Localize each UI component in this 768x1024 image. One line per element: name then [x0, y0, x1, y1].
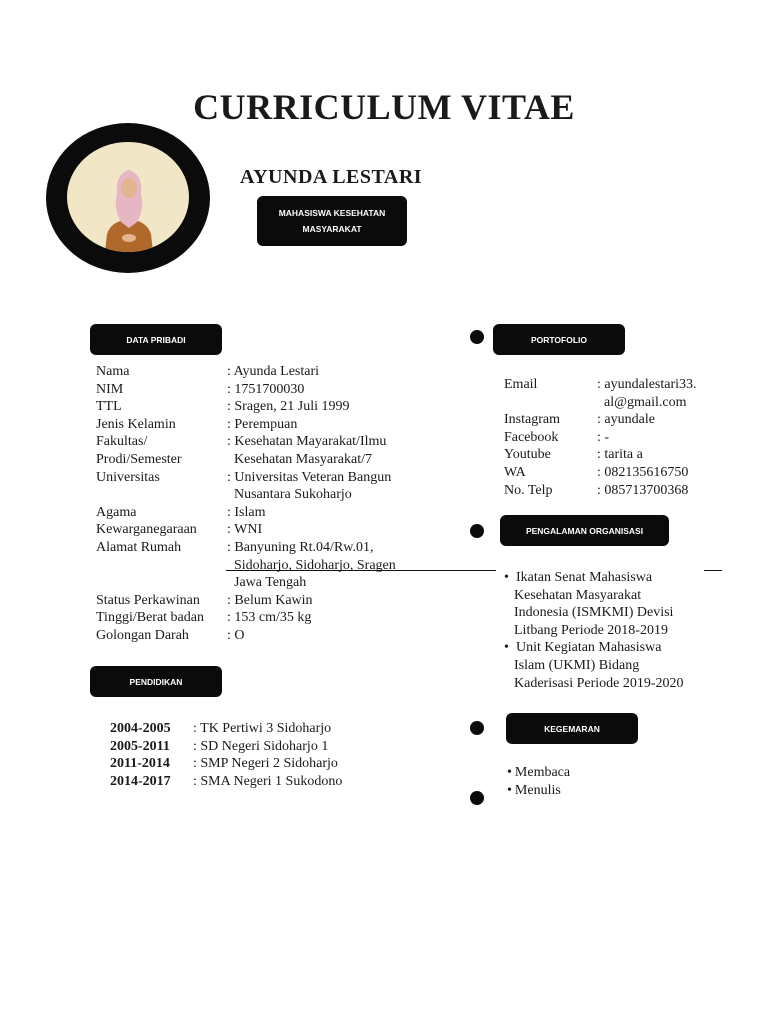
field-label: Status Perkawinan — [96, 592, 200, 608]
field-value: al@gmail.com — [597, 394, 687, 410]
education-school: : SMA Negeri 1 Sukodono — [193, 773, 343, 789]
field-value: Sidoharjo, Sidoharjo, Sragen — [227, 557, 396, 573]
field-label: No. Telp — [504, 482, 553, 498]
person-illustration — [67, 142, 189, 252]
hobby-item — [507, 782, 561, 800]
field-value: : 1751700030 — [227, 381, 305, 397]
education-school: : TK Pertiwi 3 Sidoharjo — [193, 721, 332, 736]
field-label: Universitas — [96, 469, 160, 485]
section-pendidikan: PENDIDIKAN — [90, 666, 222, 697]
field-value: : Belum Kawin — [227, 592, 313, 608]
bullet-icon: • — [507, 783, 512, 798]
timeline-dot — [470, 330, 484, 344]
field-value: : tarita a — [597, 447, 643, 463]
experience-line: Ikatan Senat Mahasiswa — [516, 570, 653, 585]
profile-photo — [67, 142, 189, 252]
field-label: NIM — [96, 381, 124, 397]
experience-line: Unit Kegiatan Mahasiswa — [516, 640, 662, 656]
field-value: Kesehatan Masyarakat/7 — [227, 452, 372, 467]
education-year: 2004-2005 — [110, 721, 171, 736]
timeline-dot — [470, 721, 484, 735]
education-list — [110, 720, 390, 800]
field-label: Email — [504, 377, 538, 392]
experience-line: Indonesia (ISMKMI) Devisi — [514, 605, 674, 621]
field-label: WA — [504, 465, 526, 480]
bullet-icon: • — [504, 640, 509, 656]
field-value: : Islam — [227, 504, 266, 520]
field-value: : Kesehatan Mayarakat/Ilmu — [227, 434, 387, 450]
field-value: : Perempuan — [227, 416, 298, 432]
personal-data-list — [96, 363, 416, 663]
field-label: Instagram — [504, 412, 560, 428]
role-line-1: MAHASISWA KESEHATAN — [278, 208, 386, 218]
bullet-icon: • — [507, 765, 512, 780]
field-label: Prodi/Semester — [96, 452, 182, 467]
experience-line: Kesehatan Masyarakat — [514, 587, 642, 603]
field-value: : - — [597, 429, 610, 445]
field-label: Agama — [96, 504, 137, 520]
education-year: 2005-2011 — [110, 738, 170, 754]
section-portofolio: PORTOFOLIO — [493, 324, 625, 355]
field-value: : ayundalestari33. — [597, 377, 697, 392]
role-line-2: MASYARAKAT — [302, 224, 362, 234]
education-year: 2011-2014 — [110, 756, 170, 772]
hobby-text: Membaca — [514, 765, 571, 780]
field-label: Tinggi/Berat badan — [96, 610, 204, 626]
field-value: : 082135616750 — [597, 465, 689, 480]
section-kegemaran: KEGEMARAN — [506, 713, 638, 744]
field-value: : Banyuning Rt.04/Rw.01, — [227, 540, 374, 555]
hobby-item — [507, 764, 570, 782]
role-badge — [257, 196, 407, 246]
hobby-text: Menulis — [514, 783, 561, 798]
education-year: 2014-2017 — [110, 773, 171, 789]
field-value: : Ayunda Lestari — [227, 364, 320, 379]
field-value: Jawa Tengah — [227, 575, 307, 591]
experience-line: Islam (UKMI) Bidang — [514, 658, 640, 673]
field-value: : ayundale — [597, 412, 655, 428]
field-label: Facebook — [504, 429, 559, 445]
experience-list — [504, 569, 734, 699]
field-label: Jenis Kelamin — [96, 416, 176, 432]
field-label: Fakultas/ — [96, 434, 148, 450]
field-value: : WNI — [227, 522, 263, 538]
timeline-dot — [470, 524, 484, 538]
education-school: : SMP Negeri 2 Sidoharjo — [193, 756, 338, 772]
timeline-dot — [470, 791, 484, 805]
education-school: : SD Negeri Sidoharjo 1 — [193, 738, 329, 754]
field-label: Nama — [96, 364, 130, 379]
experience-line: Litbang Periode 2018-2019 — [514, 622, 668, 638]
field-value: : Sragen, 21 Juli 1999 — [227, 399, 350, 415]
experience-line: Kaderisasi Periode 2019-2020 — [514, 675, 684, 691]
field-label: Alamat Rumah — [96, 540, 182, 555]
field-value: : O — [227, 628, 245, 643]
field-value: : 153 cm/35 kg — [227, 610, 312, 626]
bullet-icon: • — [504, 570, 509, 585]
field-value: : Universitas Veteran Bangun — [227, 469, 392, 485]
field-label: Kewarganegaraan — [96, 522, 197, 538]
field-label: Golongan Darah — [96, 628, 189, 643]
section-pengalaman: PENGALAMAN ORGANISASI — [500, 515, 669, 546]
field-value: Nusantara Sukoharjo — [227, 487, 352, 503]
field-value: : 085713700368 — [597, 482, 689, 498]
full-name: AYUNDA LESTARI — [240, 166, 423, 188]
portfolio-list — [504, 376, 734, 506]
page-title: CURRICULUM VITAE — [193, 87, 575, 127]
field-label: Youtube — [504, 447, 551, 463]
field-label: TTL — [96, 399, 122, 415]
hobby-list — [507, 764, 707, 804]
section-data-pribadi: DATA PRIBADI — [90, 324, 222, 355]
